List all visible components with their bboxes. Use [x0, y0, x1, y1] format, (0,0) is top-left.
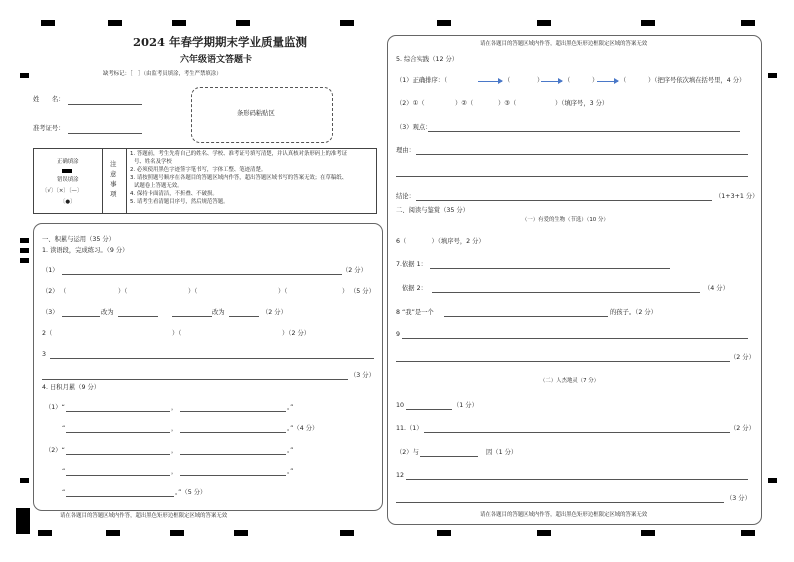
sheet-subtitle: 六年级语文答题卡	[180, 55, 253, 65]
q5-1-paren: ）	[592, 77, 599, 84]
q1-3-change-label: 改为	[212, 309, 225, 316]
registration-mark	[172, 20, 186, 26]
q4-1b-answer-line[interactable]	[180, 432, 286, 433]
q4-1-answer-line[interactable]	[66, 411, 170, 412]
registration-mark	[234, 530, 248, 536]
q10-answer-line[interactable]	[406, 409, 452, 410]
q3-answer-line[interactable]	[50, 358, 374, 359]
q12-number: 12	[396, 472, 405, 479]
q4-2-answer-line[interactable]	[66, 454, 170, 455]
reading1-title: （一）有爱的生物（节选）（10 分）	[522, 217, 609, 223]
q1-3-answer-line[interactable]	[172, 316, 212, 317]
left-answer-panel	[33, 223, 383, 511]
instruction-5: 5. 请考生看清题目序号，然后规范答题。	[130, 199, 229, 205]
q5-2-c: ）③（	[498, 100, 517, 107]
q11-1-score: （2 分）	[730, 425, 755, 432]
registration-mark	[741, 530, 755, 536]
fill-wrong-examples: 〔√〕〔×〕〔—〕	[42, 188, 83, 194]
registration-mark	[641, 20, 655, 26]
q1-prompt: 1. 读语段，完成练习。（9 分）	[42, 247, 129, 254]
q9-score: （2 分）	[730, 354, 755, 361]
q1-2-paren: （	[60, 288, 67, 295]
notice-label: 注意事项	[110, 160, 117, 198]
fill-wrong-label: 错误填涂	[57, 177, 79, 183]
q7-basis2-line[interactable]	[432, 292, 700, 293]
barcode-area	[191, 87, 333, 143]
q10-number: 10	[396, 402, 405, 409]
q5-1-paren-c: （	[620, 77, 627, 84]
q8-answer-line[interactable]	[444, 316, 608, 317]
q8-label: 8 “我”是一个	[396, 309, 434, 316]
reason-answer-line[interactable]	[396, 176, 748, 177]
registration-mark	[20, 238, 29, 243]
q5-3-answer-line[interactable]	[428, 131, 740, 132]
registration-mark	[641, 530, 655, 536]
absence-mark-label: 缺考标记：［ ］（由监考员填涂，考生严禁填涂）	[103, 71, 222, 77]
q11-2-answer-line[interactable]	[420, 456, 478, 457]
q1-2-score: （5 分）	[350, 288, 375, 295]
q2-score: ）（2 分）	[282, 330, 311, 337]
q12-score: （3 分）	[726, 495, 751, 502]
q12-answer-line[interactable]	[406, 479, 748, 480]
q1-3-answer-line[interactable]	[118, 316, 158, 317]
registration-mark	[437, 20, 451, 26]
q11-1-label: 11.（1）	[396, 425, 423, 432]
instruction-2: 2. 必须使用黑色字迹签字笔书写，字体工整、笔迹清楚。	[130, 167, 267, 173]
q11-2-label: （2）与	[396, 449, 419, 456]
q4-2b-comma: ，	[171, 468, 178, 475]
registration-mark	[16, 508, 30, 534]
order-arrow	[478, 81, 502, 82]
reason-answer-line[interactable]	[416, 154, 748, 155]
name-field[interactable]	[68, 104, 142, 105]
q1-1-number: （1）	[42, 267, 59, 274]
q8-tail: 的孩子。（2 分）	[610, 309, 657, 316]
notice-column	[102, 149, 127, 213]
right-footer-note: 请在各题目的答题区域内作答，超出黑色矩形边框限定区域的答案无效	[480, 512, 648, 518]
instruction-3: 3. 请按照题号顺序在各题目的答题区域内作答，超出答题区域书写的答案无效；在草稿纸、	[130, 175, 348, 181]
q2-number: 2（	[42, 330, 53, 337]
registration-mark	[38, 530, 52, 536]
registration-mark	[741, 20, 755, 26]
registration-mark	[106, 530, 120, 536]
order-arrow	[597, 81, 618, 82]
order-arrow	[541, 81, 562, 82]
q7-basis2-label: 依据 2：	[402, 285, 427, 292]
conclusion-score: （1+3+1 分）	[715, 193, 759, 200]
registration-mark	[20, 478, 29, 483]
instruction-1: 1. 答题前，考生先将自己的姓名、学校、准考证号填写清楚，并认真核对条形码上的准考证	[130, 151, 348, 157]
q6-label: 6（ ）（填序号，2 分）	[396, 238, 485, 245]
q1-3-answer-line[interactable]	[229, 316, 259, 317]
q4-1-comma: ，	[171, 404, 178, 411]
q9-answer-line[interactable]	[402, 338, 748, 339]
exam-id-field[interactable]	[68, 133, 142, 134]
q7-basis1-label: 7.依据 1：	[396, 261, 427, 268]
q4-1-answer-line[interactable]	[180, 411, 286, 412]
q4-2b-end: 。”	[287, 468, 294, 475]
q5-2-a: （2）①（	[396, 100, 425, 107]
q1-3-number: （3）	[42, 309, 59, 316]
q1-1-score: （2 分）	[342, 267, 367, 274]
registration-mark	[236, 20, 250, 26]
barcode-label: 条形码粘贴区	[237, 110, 275, 117]
q4-1b-end: 。”（4 分）	[287, 425, 319, 432]
q10-score: （1 分）	[453, 402, 478, 409]
q12-answer-line[interactable]	[396, 502, 724, 503]
q5-1-tail: ）（把序号依次填在括号里，4 分）	[648, 77, 746, 84]
q1-2-paren: ）（	[278, 288, 288, 295]
registration-mark	[170, 530, 184, 536]
right-header-note: 请在各题目的答题区域内作答，超出黑色矩形边框限定区域的答案无效	[480, 41, 648, 47]
exam-id-label: 准考证号：	[33, 125, 65, 132]
instruction-3b: 试题卷上答题无效。	[134, 183, 183, 189]
q5-1-paren: ）	[537, 77, 544, 84]
q4-2-comma: ，	[171, 447, 178, 454]
section2-title: 二、阅读与鉴赏（35 分）	[396, 207, 469, 214]
q3-number: 3	[42, 351, 47, 358]
registration-mark	[41, 20, 55, 26]
q4-2c-open: “	[62, 489, 66, 496]
q11-1-answer-line[interactable]	[424, 432, 730, 433]
q7-score: （4 分）	[704, 285, 729, 292]
q4-1b-answer-line[interactable]	[66, 432, 170, 433]
fill-correct-label: 正确填涂	[57, 159, 79, 165]
q4-1b-comma: ，	[171, 425, 178, 432]
q1-3-answer-line[interactable]	[62, 316, 100, 317]
reason-label: 理由：	[396, 147, 415, 154]
conclusion-label: 结论：	[396, 193, 415, 200]
q5-1-paren-a: （	[504, 77, 511, 84]
q1-1-answer-line[interactable]	[62, 274, 342, 275]
q5-1-label: （1）正确排序：（	[396, 77, 448, 84]
q4-2c-end: 。”（5 分）	[175, 489, 207, 496]
q2-paren: ）（	[172, 330, 182, 337]
registration-mark	[20, 258, 29, 263]
registration-mark	[437, 530, 451, 536]
q7-basis1-line[interactable]	[430, 268, 670, 269]
q11-2-tail: 因（1 分）	[486, 449, 518, 456]
fill-example-column	[34, 149, 103, 213]
q1-3-change-label: 改为	[101, 309, 114, 316]
registration-mark	[340, 530, 354, 536]
registration-mark	[768, 478, 777, 483]
right-answer-panel	[387, 35, 762, 525]
q1-2-number: （2）	[42, 288, 59, 295]
q4-1-end: 。”	[287, 404, 294, 411]
section1-title: 一、积累与运用（35 分）	[42, 236, 115, 243]
q5-prompt: 5. 综合实践（12 分）	[396, 56, 459, 63]
left-footer-note: 请在各题目的答题区域内作答，超出黑色矩形边框限定区域的答案无效	[60, 513, 228, 519]
q5-2-b: ）②（	[455, 100, 474, 107]
instructions-box	[33, 148, 377, 214]
instruction-1b: 号、姓名及学校	[134, 159, 172, 165]
q9-number: 9	[396, 331, 401, 338]
q4-2-answer-line[interactable]	[180, 454, 286, 455]
conclusion-answer-line[interactable]	[416, 200, 712, 201]
sheet-title: 2024 年春学期期末学业质量监测	[133, 35, 308, 49]
q4-2b-open: “	[62, 468, 66, 475]
q5-2-tail: ）（填序号，3 分）	[555, 100, 609, 107]
q5-3-label: （3）观点：	[396, 124, 432, 131]
q5-1-paren-b: （	[564, 77, 571, 84]
registration-mark	[20, 73, 29, 78]
q4-2b-answer-line[interactable]	[180, 475, 286, 476]
q4-2-number: （2）“	[45, 447, 65, 454]
q1-2-paren: ）	[342, 288, 349, 295]
registration-mark	[108, 20, 122, 26]
q4-prompt: 4. 日积月累（9 分）	[42, 384, 101, 391]
q1-2-paren: ）（	[188, 288, 198, 295]
q4-2-end: 。”	[287, 447, 294, 454]
q3-score: （3 分）	[350, 372, 375, 379]
fill-correct-example	[62, 169, 72, 173]
q3-answer-line[interactable]	[42, 379, 348, 380]
reading2-title: （二）人杰地灵（7 分）	[540, 378, 600, 384]
q4-2c-answer-line[interactable]	[66, 496, 174, 497]
fill-wrong-dot: 〔●〕	[60, 199, 76, 205]
registration-mark	[20, 248, 29, 253]
q4-2b-answer-line[interactable]	[66, 475, 170, 476]
registration-mark	[340, 20, 354, 26]
q1-2-paren: ）（	[118, 288, 128, 295]
instruction-4: 4. 保持卡面清洁，不折叠、不破损。	[130, 191, 218, 197]
q4-1b-open: “	[62, 425, 66, 432]
registration-mark	[768, 73, 777, 78]
q9-answer-line[interactable]	[396, 361, 730, 362]
registration-mark	[537, 530, 551, 536]
q4-1-number: （1）“	[45, 404, 65, 411]
registration-mark	[537, 20, 551, 26]
name-label: 姓 名：	[33, 96, 65, 103]
q1-3-score: （2 分）	[262, 309, 287, 316]
